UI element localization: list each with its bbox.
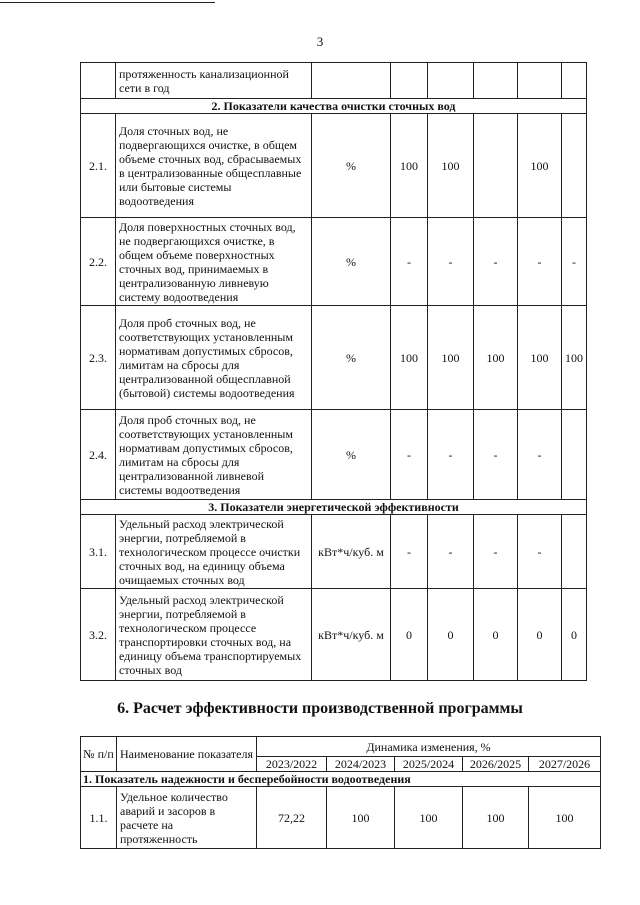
indicator-name: протяженность канализационной сети в год (116, 63, 312, 99)
year-header: 2024/2023 (327, 757, 395, 772)
value-cell: 100 (518, 306, 562, 410)
table-row (81, 306, 587, 410)
value-cell: 100 (428, 306, 474, 410)
value-cell: - (391, 410, 428, 500)
value-cell: 100 (474, 306, 518, 410)
indicators-table (80, 62, 587, 681)
value-cell: 0 (391, 589, 428, 681)
value-cell: 100 (529, 787, 601, 849)
unit: % (312, 410, 391, 500)
row-number: 1.1. (81, 787, 117, 849)
unit: % (312, 114, 391, 218)
value-cell: - (562, 218, 587, 306)
value-cell: - (428, 410, 474, 500)
table-row (81, 63, 587, 99)
value-cell: - (474, 515, 518, 589)
value-cell: 100 (562, 306, 587, 410)
table-row (81, 515, 587, 589)
value-cell: - (474, 218, 518, 306)
efficiency-table (80, 736, 601, 849)
col-dynamics-header: Динамика изменения, % (257, 737, 601, 757)
value-cell: - (518, 515, 562, 589)
unit: % (312, 306, 391, 410)
value-cell: 100 (327, 787, 395, 849)
value-cell: 100 (391, 114, 428, 218)
value-cell (562, 410, 587, 500)
table-row (81, 589, 587, 681)
value-cell (562, 114, 587, 218)
row-number: 2.3. (81, 306, 116, 410)
section-header-row (81, 772, 601, 787)
indicator-name: Доля сточных вод, не подвергающихся очистке, в общем объеме сточных вод, сбрасываемых в централизованные общесплавные или бытовые системы водоотведения (116, 114, 312, 218)
indicator-name: Удельный расход электрической энергии, потребляемой в технологическом процессе транспортировки сточных вод, на единицу объема транспортируемых сточных вод (116, 589, 312, 681)
value-cell: 0 (518, 589, 562, 681)
year-header: 2027/2026 (529, 757, 601, 772)
value-cell: 72,22 (257, 787, 327, 849)
value-cell: 0 (428, 589, 474, 681)
value-cell (474, 114, 518, 218)
year-header: 2023/2022 (257, 757, 327, 772)
value-cell: 100 (391, 306, 428, 410)
value-cell: - (428, 515, 474, 589)
col-num-header: № п/п (81, 737, 117, 772)
value-cell: - (474, 410, 518, 500)
indicator-name: Доля проб сточных вод, не соответствующих установленным нормативам допустимых сбросов, лимитам на сбросы для централизованной ливневой системы водоотведения (116, 410, 312, 500)
unit: кВт*ч/куб. м (312, 589, 391, 681)
section-title: 2. Показатели качества очистки сточных вод (81, 99, 587, 114)
unit: % (312, 218, 391, 306)
value-cell: 0 (474, 589, 518, 681)
section-6-title: 6. Расчет эффективности производственной программы (117, 700, 523, 717)
row-number: 2.1. (81, 114, 116, 218)
unit: кВт*ч/куб. м (312, 515, 391, 589)
indicator-name: Удельный расход электрической энергии, потребляемой в технологическом процессе очистки сточных вод, на единицу объема очищаемых сточных вод (116, 515, 312, 589)
section-title: 3. Показатели энергетической эффективности (81, 500, 587, 515)
row-number: 3.1. (81, 515, 116, 589)
value-cell: - (391, 218, 428, 306)
page-number: 3 (316, 34, 324, 49)
table-row (81, 410, 587, 500)
table-row (81, 787, 601, 849)
value-cell: 100 (463, 787, 529, 849)
value-cell: 100 (518, 114, 562, 218)
year-header: 2025/2024 (395, 757, 463, 772)
value-cell: - (518, 218, 562, 306)
section-header-row (81, 99, 587, 114)
section-title: 1. Показатель надежности и бесперебойности водоотведения (81, 772, 601, 787)
year-header: 2026/2025 (463, 757, 529, 772)
table-row (81, 114, 587, 218)
value-cell: - (518, 410, 562, 500)
value-cell (562, 515, 587, 589)
value-cell: 0 (562, 589, 587, 681)
col-name-header: Наименование показателя (117, 737, 257, 772)
header-rule (0, 2, 215, 3)
value-cell: - (391, 515, 428, 589)
indicator-name: Доля проб сточных вод, не соответствующих установленным нормативам допустимых сбросов, лимитам на сбросы для централизованной общесплавной (бытовой) системы водоотведения (116, 306, 312, 410)
row-number: 2.4. (81, 410, 116, 500)
indicator-name: Удельное количество аварий и засоров в расчете на протяженность (117, 787, 257, 849)
table-row (81, 218, 587, 306)
section-header-row (81, 500, 587, 515)
header-row (81, 737, 601, 757)
value-cell: - (428, 218, 474, 306)
indicator-name: Доля поверхностных сточных вод, не подвергающихся очистке, в общем объеме поверхностных сточных вод, принимаемых в централизованную ливневую систему водоотведения (116, 218, 312, 306)
row-number: 2.2. (81, 218, 116, 306)
value-cell: 100 (428, 114, 474, 218)
row-number: 3.2. (81, 589, 116, 681)
value-cell: 100 (395, 787, 463, 849)
